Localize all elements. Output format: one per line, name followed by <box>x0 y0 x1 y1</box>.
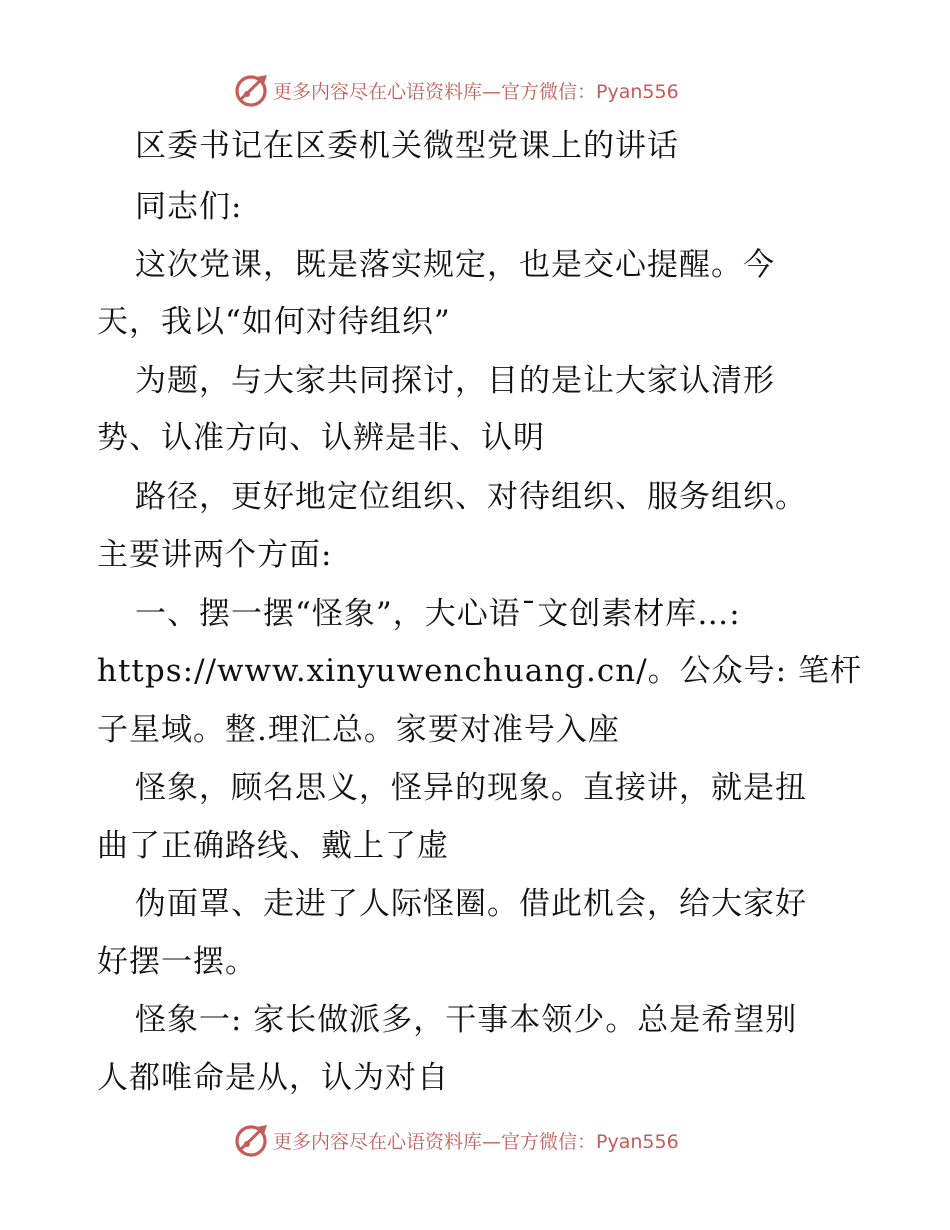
brand-logo-icon <box>233 1122 271 1158</box>
text-line: 人都唯命是从，认为对自 <box>97 1060 449 1096</box>
text-line: 怪象一: 家长做派多，干事本领少。总是希望别 <box>135 1002 798 1038</box>
text-line: 伪面罩、走进了人际怪圈。借此机会，给大家好 <box>135 886 807 922</box>
watermark-text: 更多内容尽在心语资料库—官方微信：Pyan556 <box>273 80 679 103</box>
footer-watermark <box>233 1122 713 1158</box>
text-line: 好摆一摆。 <box>97 944 257 980</box>
text-line: 势、认准方向、认辨是非、认明 <box>97 420 545 456</box>
section-heading: 一、摆一摆“怪象”，大心语¯文创素材库…: <box>135 596 741 632</box>
text-line: 天，我以“如何对待组织” <box>97 304 451 340</box>
text-line: 怪象，顾名思义，怪异的现象。直接讲，就是扭 <box>135 770 807 806</box>
text-line: 为题，与大家共同探讨，目的是让大家认清形 <box>135 363 775 399</box>
text-line: 子星域。整.理汇总。家要对准号入座 <box>97 712 620 748</box>
text-line: 曲了正确路线、戴上了虚 <box>97 828 449 864</box>
document-title: 区委书记在区委机关微型党课上的讲话 <box>135 128 679 164</box>
watermark-text: 更多内容尽在心语资料库—官方微信：Pyan556 <box>273 1130 679 1153</box>
text-line: 主要讲两个方面: <box>97 537 333 573</box>
text-line: 这次党课，既是落实规定，也是交心提醒。今 <box>135 247 775 283</box>
text-line: 路径，更好地定位组织、对待组织、服务组织。 <box>135 479 807 515</box>
text-line: https://www.xinyuwenchuang.cn/。公众号: 笔杆 <box>97 653 862 689</box>
text-line: 同志们: <box>135 189 243 225</box>
